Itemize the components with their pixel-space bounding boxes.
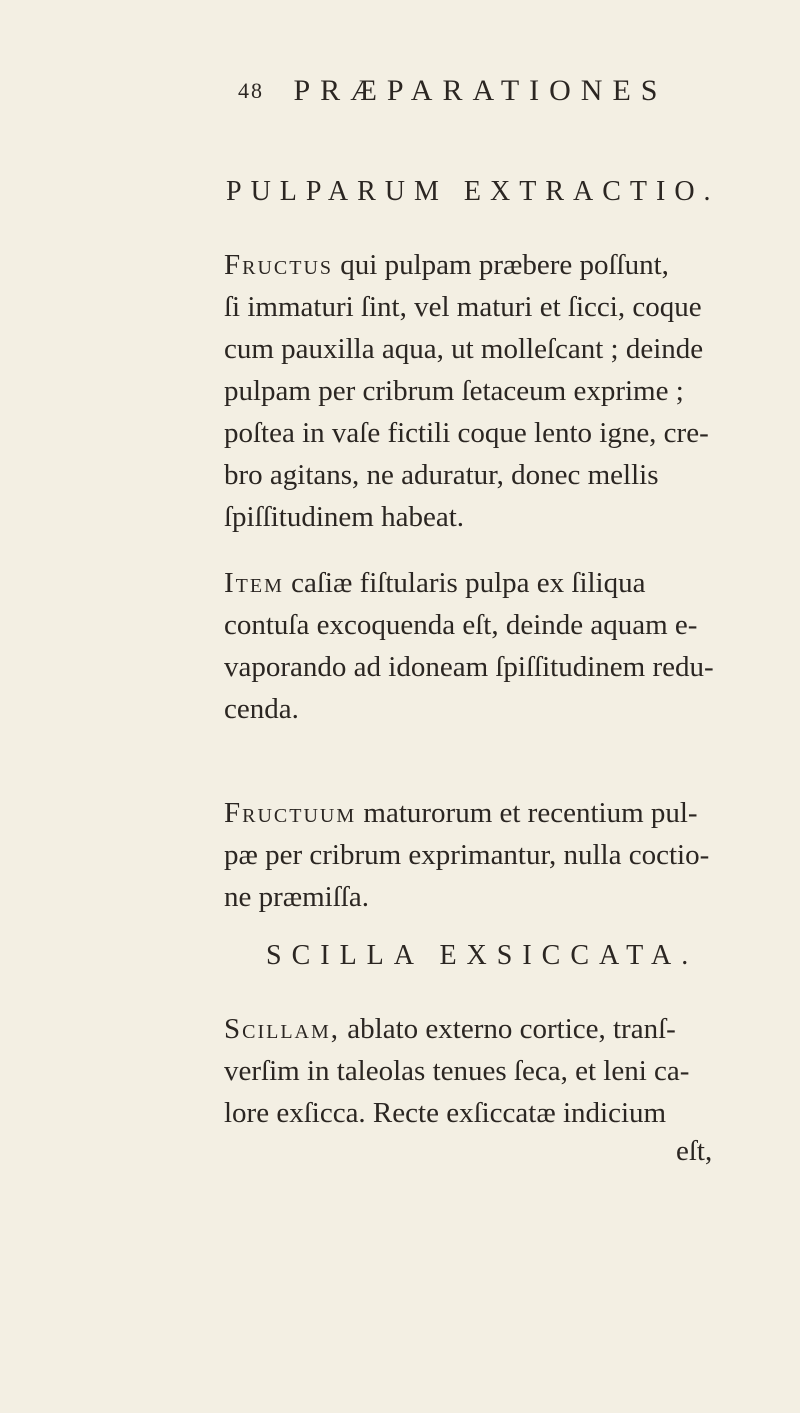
page-header (238, 72, 667, 108)
lead-word: Fructuum (224, 797, 357, 829)
text-line: ſpiſſitudinem habeat. (224, 501, 465, 533)
line-text: ablato externo cortice, tranſ- (340, 1013, 676, 1045)
text-line: ſi immaturi ſint, vel maturi et ſicci, coque (224, 291, 702, 323)
lead-word: Item (224, 567, 284, 599)
catchword: eſt, (676, 1135, 713, 1167)
paragraph-fructus (224, 244, 709, 538)
text-line (224, 244, 709, 286)
text-line: ne præmiſſa. (224, 881, 369, 913)
text-line: pulpam per cribrum ſetaceum exprime ; (224, 375, 684, 407)
text-line (224, 562, 714, 604)
text-line: verſim in taleolas tenues ſeca, et leni ca- (224, 1055, 690, 1087)
paragraph-fructuum (224, 792, 709, 918)
text-line: pæ per cribrum exprimantur, nulla coctio- (224, 839, 710, 871)
text-line: vaporando ad idoneam ſpiſſitudinem redu- (224, 651, 714, 683)
lead-word: Scillam, (224, 1013, 341, 1045)
text-line (224, 1008, 689, 1050)
line-text: qui pulpam præbere poſſunt, (333, 249, 669, 281)
running-title: PRÆPARATIONES (293, 74, 668, 108)
line-text: maturorum et recentium pul- (356, 797, 698, 829)
text-line: bro agitans, ne aduratur, donec mellis (224, 459, 659, 491)
paragraph-item (224, 562, 714, 730)
text-line: contuſa excoquenda eſt, deinde aquam e- (224, 609, 698, 641)
lead-word: Fructus (224, 249, 334, 281)
text-line: cum pauxilla aqua, ut molleſcant ; deinde (224, 333, 704, 365)
section-title-scilla: SCILLA EXSICCATA. (266, 940, 699, 971)
text-line: cenda. (224, 693, 299, 725)
text-line: lore exſicca. Recte exſiccatæ indicium (224, 1097, 667, 1129)
text-line (224, 792, 709, 834)
text-line: poſtea in vaſe fictili coque lento igne, cre- (224, 417, 709, 449)
page-number: 48 (238, 78, 264, 104)
line-text: caſiæ fiſtularis pulpa ex ſiliqua (283, 567, 646, 599)
paragraph-scillam (224, 1008, 689, 1134)
section-title-pulparum: PULPARUM EXTRACTIO. (226, 176, 720, 207)
